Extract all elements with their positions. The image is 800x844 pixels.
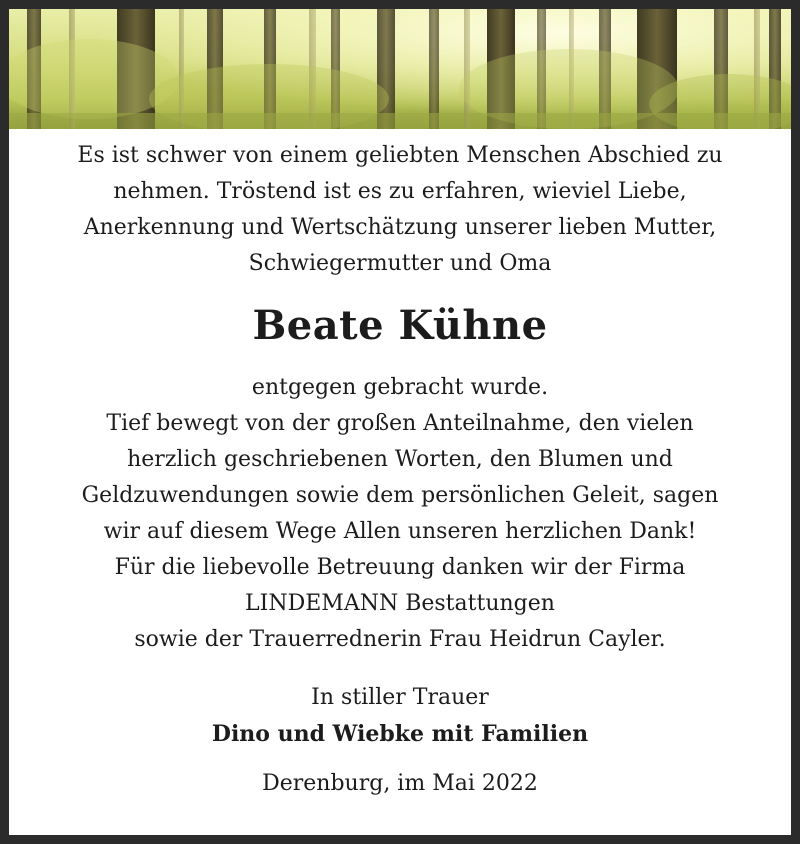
body-line: Für die liebevolle Betreuung danken wir der Firma — [114, 555, 686, 580]
intro-line: nehmen. Tröstend ist es zu erfahren, wieviel Liebe, — [113, 179, 687, 204]
body-paragraph — [9, 370, 791, 658]
obituary-text — [9, 129, 791, 802]
body-line: LINDEMANN Bestattungen — [245, 591, 555, 616]
signoff — [9, 680, 791, 752]
body-line: entgegen gebracht wurde. — [251, 375, 549, 400]
body-line: sowie der Trauerrednerin Frau Heidrun Cayler. — [134, 627, 666, 652]
body-line: wir auf diesem Wege Allen unseren herzlichen Dank! — [103, 519, 697, 544]
body-line: herzlich geschriebenen Worten, den Blumen und — [127, 447, 673, 472]
deceased-name: Beate Kühne — [252, 302, 548, 349]
forest-trees-illustration — [9, 9, 791, 129]
body-line: Geldzuwendungen sowie dem persönlichen Geleit, sagen — [81, 483, 719, 508]
intro-line: Es ist schwer von einem geliebten Menschen Abschied zu — [77, 143, 723, 168]
body-line: Tief bewegt von der großen Anteilnahme, den vielen — [106, 411, 694, 436]
mourning-phrase: In stiller Trauer — [311, 685, 489, 710]
intro-paragraph — [9, 138, 791, 282]
obituary-card — [9, 9, 791, 835]
family-names: Dino und Wiebke mit Familien — [211, 721, 589, 747]
place-date: Derenburg, im Mai 2022 — [262, 771, 538, 796]
intro-line: Anerkennung und Wertschätzung unserer lieben Mutter, — [83, 215, 717, 240]
forest-header-image — [9, 9, 791, 129]
intro-line: Schwiegermutter und Oma — [248, 251, 552, 276]
